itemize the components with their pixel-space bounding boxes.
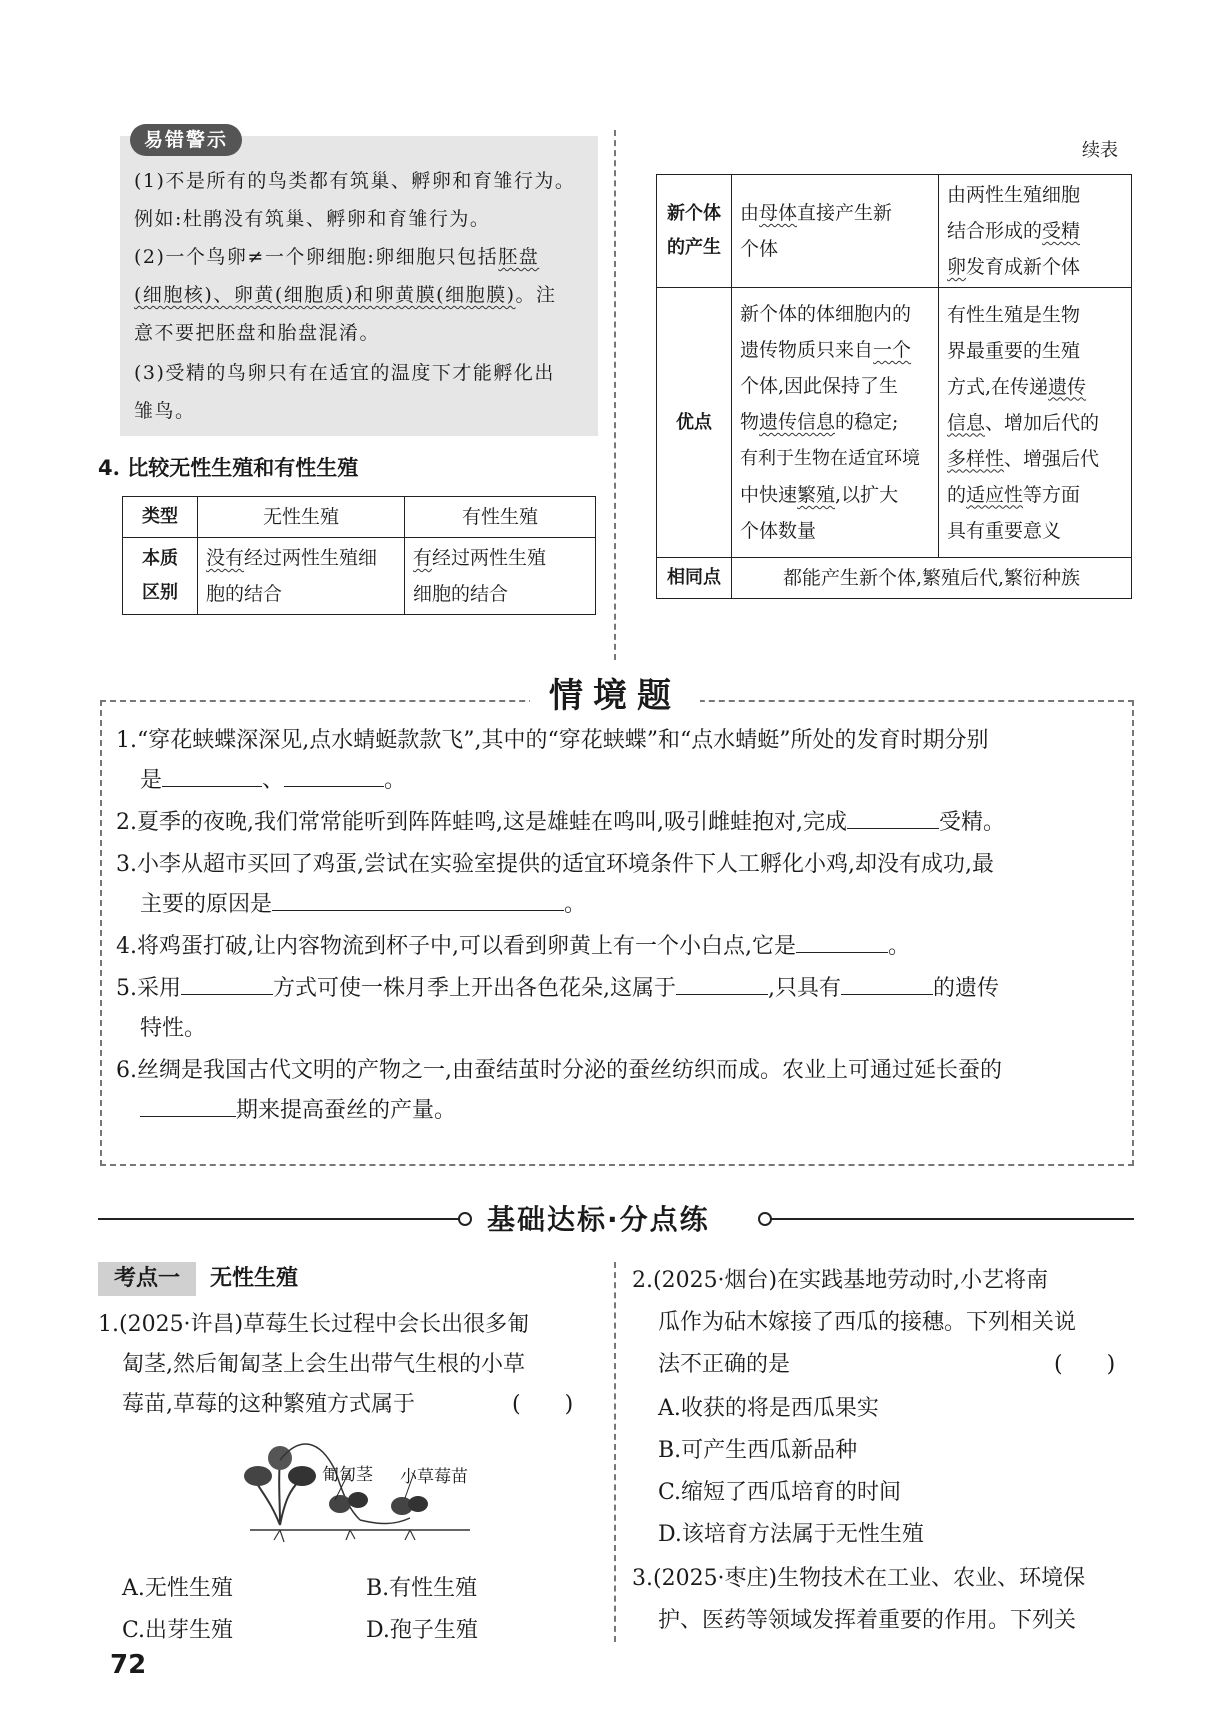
basic-q2-line: 2.(2025·烟台)在实践基地劳动时,小艺将南 <box>632 1268 1049 1293</box>
image-label-stolon: 匍匐茎 <box>322 1465 373 1485</box>
basic-q1-line: 莓苗,草莓的这种繁殖方式属于 <box>122 1392 415 1417</box>
question-4: 4.将鸡蛋打破,让内容物流到杯子中,可以看到卵黄上有一个小白点,它是 。 <box>116 934 910 959</box>
title-rule-left <box>98 1218 464 1220</box>
answer-blank[interactable] <box>140 1096 236 1117</box>
option-d[interactable]: D.该培育方法属于无性生殖 <box>658 1522 924 1547</box>
option-b[interactable]: B.可产生西瓜新品种 <box>658 1438 858 1463</box>
warning-line: 意不要把胚盘和胎盘混淆。 <box>134 322 381 344</box>
option-b[interactable]: B.有性生殖 <box>366 1576 478 1601</box>
header-type: 类型 <box>123 497 198 538</box>
warning-line: 例如:杜鹃没有筑巢、孵卵和育雏行为。 <box>134 208 491 230</box>
answer-blank[interactable] <box>162 766 262 787</box>
row-label-common: 相同点 <box>657 558 732 599</box>
option-c[interactable]: C.出芽生殖 <box>122 1618 234 1643</box>
warning-line: 雏鸟。 <box>134 400 196 422</box>
answer-blank[interactable] <box>272 890 564 911</box>
answer-blank[interactable] <box>796 932 888 953</box>
title-rule-right <box>770 1218 1134 1220</box>
basic-q2-line: 瓜作为砧木嫁接了西瓜的接穗。下列相关说 <box>658 1310 1077 1335</box>
basic-q1-line: 匐茎,然后匍匐茎上会生出带气生根的小草 <box>122 1352 525 1377</box>
option-d[interactable]: D.孢子生殖 <box>366 1618 478 1643</box>
cell-asexual-essence: 没有经过两性生殖细 胞的结合 <box>198 538 405 615</box>
question-6-cont: 期来提高蚕丝的产量。 <box>140 1096 456 1126</box>
warning-line: (2)一个鸟卵≠一个卵细胞:卵细胞只包括胚盘 <box>134 246 540 268</box>
basic-title: 基础达标·分点练 <box>487 1203 710 1236</box>
basic-q3-line: 3.(2025·枣庄)生物技术在工业、农业、环境保 <box>632 1566 1086 1591</box>
basic-q2-line: 法不正确的是 <box>658 1352 791 1377</box>
column-divider <box>614 130 616 660</box>
answer-blank[interactable] <box>676 974 768 995</box>
row-label-new-individual: 新个体 的产生 <box>657 175 732 288</box>
option-a[interactable]: A.收获的将是西瓜果实 <box>658 1396 879 1421</box>
situation-title: 情境题 <box>530 668 700 724</box>
header-sexual: 有性生殖 <box>405 497 596 538</box>
image-label-seedling: 小草莓苗 <box>400 1467 468 1487</box>
question-6: 6.丝绸是我国古代文明的产物之一,由蚕结茧时分泌的蚕丝纺织而成。农业上可通过延长蚕的 <box>116 1058 1002 1083</box>
cell-sexual-advantage: 有性生殖是生物 界最重要的生殖 方式,在传递遗传 信息、增加后代的 多样性、增强后代 的适应性等方面 具有重要意义 <box>939 288 1132 558</box>
cell-sexual-essence: 有经过两性生殖 细胞的结合 <box>405 538 596 615</box>
cell-common: 都能产生新个体,繁殖后代,繁衍种族 <box>732 558 1132 599</box>
continued-label: 续表 <box>1082 140 1118 161</box>
question-1: 1.“穿花蛱蝶深深见,点水蜻蜓款款飞”,其中的“穿花蛱蝶”和“点水蜻蜓”所处的发育时期分别 <box>116 728 989 753</box>
cell-sexual-new: 由两性生殖细胞 结合形成的受精 卵发育成新个体 <box>939 175 1132 288</box>
section-title: 4. 比较无性生殖和有性生殖 <box>98 455 359 480</box>
column-divider <box>614 1262 616 1642</box>
answer-blank[interactable] <box>841 974 933 995</box>
row-label-advantage: 优点 <box>657 288 732 558</box>
kaodian-label: 考点一 <box>98 1262 196 1296</box>
answer-blank[interactable] <box>284 766 384 787</box>
question-2: 2.夏季的夜晚,我们常常能听到阵阵蛙鸣,这是雄蛙在鸣叫,吸引雌蛙抱对,完成 受精。 <box>116 810 1005 835</box>
ring-icon <box>458 1212 472 1226</box>
question-3-cont: 主要的原因是 。 <box>140 892 587 917</box>
option-c[interactable]: C.缩短了西瓜培育的时间 <box>658 1480 902 1505</box>
answer-blank[interactable] <box>847 808 939 829</box>
kaodian-name: 无性生殖 <box>210 1266 299 1291</box>
question-5-cont: 特性。 <box>140 1016 207 1041</box>
answer-paren[interactable]: ( ) <box>512 1392 574 1417</box>
header-asexual: 无性生殖 <box>198 497 405 538</box>
strawberry-plant-image <box>240 1430 480 1550</box>
option-a[interactable]: A.无性生殖 <box>122 1576 233 1601</box>
compare-table <box>122 496 596 615</box>
answer-paren[interactable]: ( ) <box>1054 1352 1116 1377</box>
warning-line: (细胞核)、卵黄(细胞质)和卵黄膜(细胞膜)。注 <box>134 284 557 306</box>
page-number: 72 <box>110 1650 147 1680</box>
cell-asexual-new: 由母体直接产生新 个体 <box>732 175 939 288</box>
warning-line: (1)不是所有的鸟类都有筑巢、孵卵和育雏行为。 <box>134 170 576 192</box>
basic-q3-line: 护、医药等领域发挥着重要的作用。下列关 <box>658 1608 1077 1633</box>
warning-tag: 易错警示 <box>130 124 242 156</box>
question-5: 5.采用 方式可使一株月季上开出各色花朵,这属于 ,只具有 的遗传 <box>116 976 1000 1001</box>
answer-blank[interactable] <box>181 974 273 995</box>
basic-q1-line: 1.(2025·许昌)草莓生长过程中会长出很多匍 <box>98 1312 530 1337</box>
continued-table <box>656 174 1132 599</box>
question-3: 3.小李从超市买回了鸡蛋,尝试在实验室提供的适宜环境条件下人工孵化小鸡,却没有成功,最 <box>116 852 994 877</box>
row-label-essence: 本质 区别 <box>123 538 198 615</box>
warning-line: (3)受精的鸟卵只有在适宜的温度下才能孵化出 <box>134 362 555 384</box>
question-1-cont: 是 、 。 <box>140 768 407 793</box>
cell-asexual-advantage: 新个体的体细胞内的 遗传物质只来自一个 个体,因此保持了生 物遗传信息的稳定; 有利于生物在适宜环境 中快速繁殖,以扩大 个体数量 <box>732 288 939 558</box>
